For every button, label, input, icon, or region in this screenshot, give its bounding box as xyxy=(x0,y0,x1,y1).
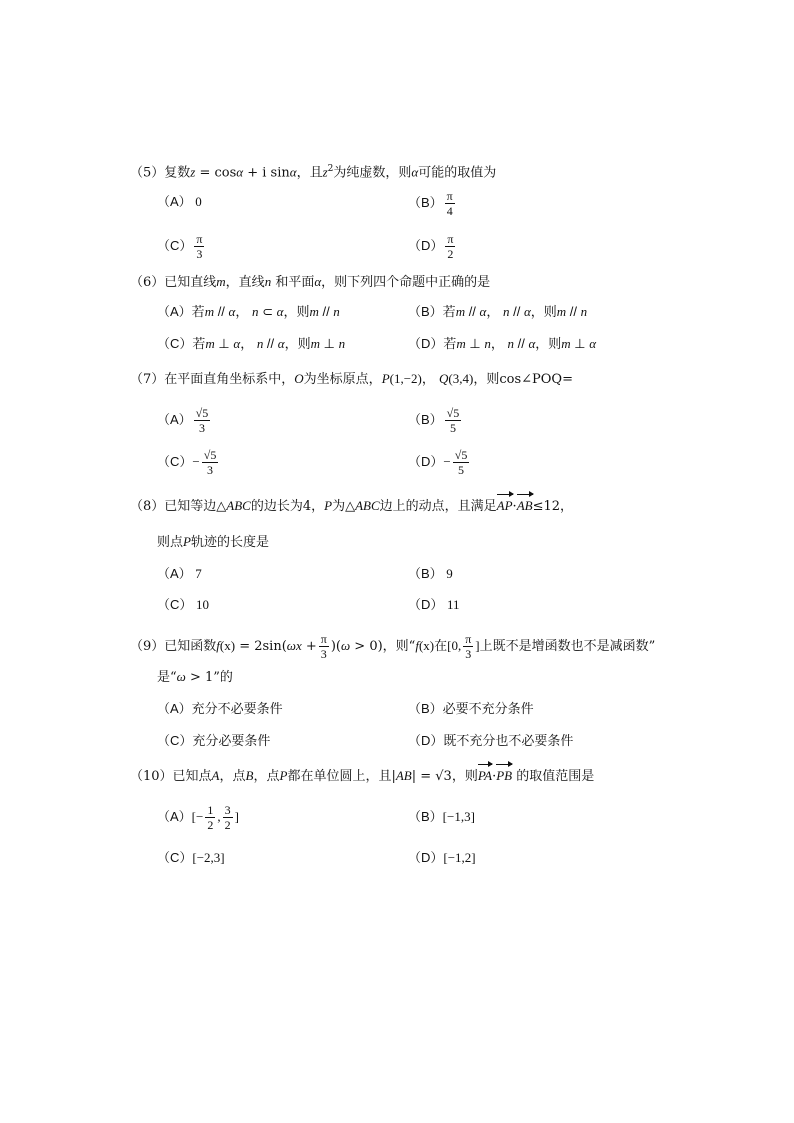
q7-option-b[interactable]: （B） $\frac{√5}{5}$ xyxy=(408,406,460,435)
fraction: $\frac{1}{2}$ xyxy=(207,803,214,832)
q9-option-d[interactable]: （D）既不充分也不必要条件 xyxy=(408,733,574,748)
q5-option-b[interactable]: （B） $\frac{\pi}{4}$ xyxy=(408,189,453,218)
q10-option-a[interactable]: （A）[− $\frac{1}{2}$ , $\frac{3}{2}$ ] xyxy=(157,803,239,832)
question-10-stem: （10）已知点A，点B，点P都在单位圆上，且|AB| = √3，则PA·PB 的取值范围是 xyxy=(130,768,595,784)
q10-option-d[interactable]: （D）[−1,2] xyxy=(408,850,476,865)
q7-option-d[interactable]: （D）− $\frac{√5}{5}$ xyxy=(408,448,468,477)
fraction: $\frac{3}{2}$ xyxy=(224,803,231,832)
fraction: $\frac{\pi}{2}$ xyxy=(447,232,454,261)
q6-option-b[interactable]: （B）若m // α， n // α，则m // n xyxy=(408,304,588,319)
fraction: $\frac{√5}{3}$ xyxy=(203,448,217,477)
fraction: $\frac{\pi}{3}$ xyxy=(320,632,327,661)
question-8-line2: 则点P轨迹的长度是 xyxy=(157,534,269,550)
question-5-stem: （5）复数z = cosα + i sinα，且$z^2$为纯虚数，则α可能的取值为 xyxy=(130,164,497,181)
fraction: $\frac{√5}{5}$ xyxy=(454,448,468,477)
q8-option-b[interactable]: （B） 9 xyxy=(408,566,453,581)
q7-option-c[interactable]: （C）− $\frac{√5}{3}$ xyxy=(157,448,217,477)
q10-option-b[interactable]: （B）[−1,3] xyxy=(408,809,475,824)
q6-option-c[interactable]: （C）若m ⊥ α， n // α，则m ⊥ n xyxy=(157,336,346,351)
q7-option-a[interactable]: （A） $\frac{√5}{3}$ xyxy=(157,406,209,435)
fraction: $\frac{\pi}{4}$ xyxy=(446,189,453,218)
fraction: $\frac{\pi}{3}$ xyxy=(465,632,472,661)
question-9-stem: （9）已知函数f(x) = 2sin(ωx + $\frac{\pi}{3}$ )(ω > 0)，则“f(x)在[0, $\frac{\pi}{3}$ ]上既不是增函数也不是减函数” xyxy=(130,632,656,661)
q10-option-c[interactable]: （C）[−2,3] xyxy=(157,850,225,865)
question-9-line2: 是“ω > 1”的 xyxy=(157,669,233,685)
q5-option-c[interactable]: （C） $\frac{\pi}{3}$ xyxy=(157,232,203,261)
fraction: $\frac{\pi}{3}$ xyxy=(196,232,203,261)
q9-option-c[interactable]: （C）充分必要条件 xyxy=(157,733,271,748)
question-6-stem: （6）已知直线m，直线n 和平面α，则下列四个命题中正确的是 xyxy=(130,274,491,290)
q5-option-d[interactable]: （D） $\frac{\pi}{2}$ xyxy=(408,232,454,261)
q8-option-d[interactable]: （D） 11 xyxy=(408,597,460,612)
q8-option-c[interactable]: （C） 10 xyxy=(157,597,210,612)
q5-option-a[interactable]: （A） 0 xyxy=(157,194,202,209)
q9-option-a[interactable]: （A）充分不必要条件 xyxy=(157,701,283,716)
question-7-stem: （7）在平面直角坐标系中，O为坐标原点，P(1,−2)， Q(3,4)，则cos∠POQ= xyxy=(130,371,573,387)
fraction: $\frac{√5}{3}$ xyxy=(195,406,209,435)
q9-option-b[interactable]: （B）必要不充分条件 xyxy=(408,701,534,716)
q8-option-a[interactable]: （A） 7 xyxy=(157,566,202,581)
fraction: $\frac{√5}{5}$ xyxy=(446,406,460,435)
question-8-stem: （8）已知等边△ABC的边长为4，P为△ABC边上的动点，且满足AP·AB≤12， xyxy=(130,498,574,514)
q6-option-d[interactable]: （D）若m ⊥ n， n // α，则m ⊥ α xyxy=(408,336,597,351)
q6-option-a[interactable]: （A）若m // α， n ⊂ α，则m // n xyxy=(157,304,340,319)
